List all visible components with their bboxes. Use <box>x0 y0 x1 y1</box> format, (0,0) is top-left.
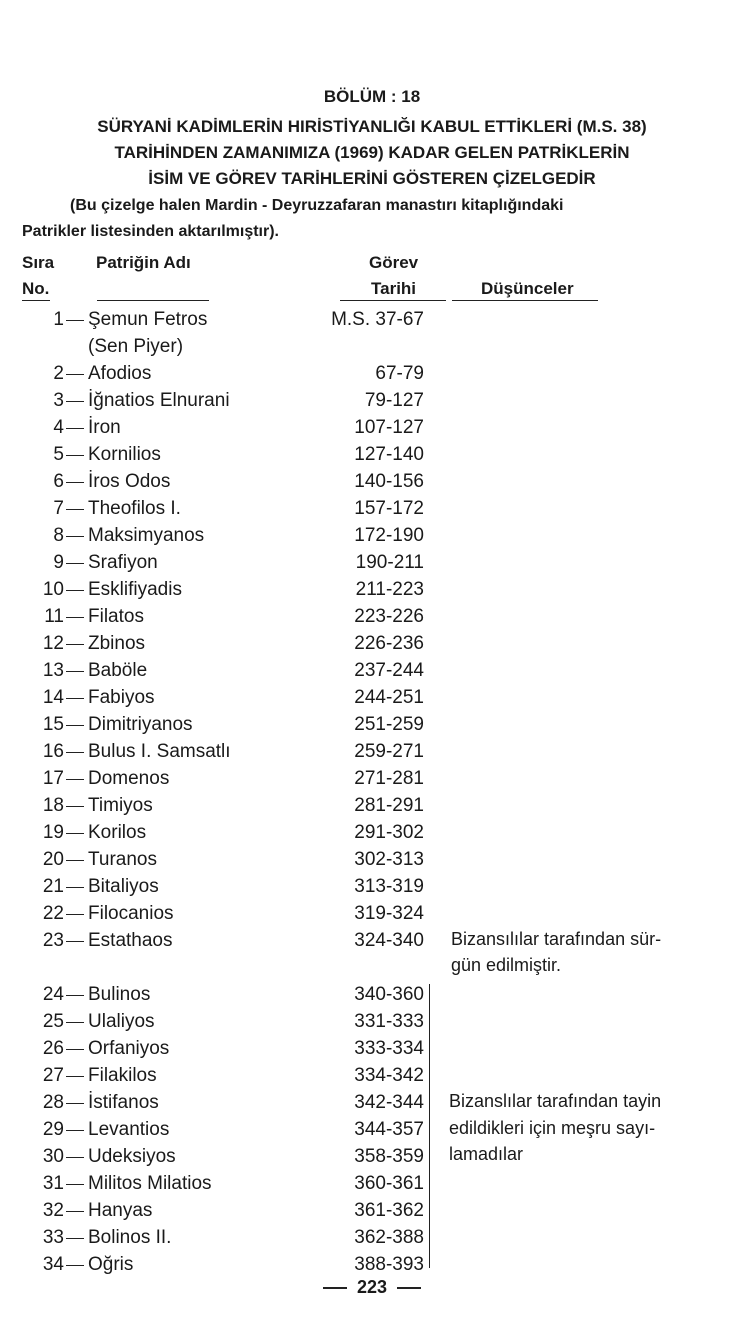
row-dash <box>66 941 84 942</box>
row-number: 20 <box>42 849 64 870</box>
patriarch-name: Orfaniyos <box>88 1038 170 1059</box>
table-row <box>0 498 744 525</box>
patriarch-name: Srafiyon <box>88 552 158 573</box>
row-dash <box>66 914 84 915</box>
patriarch-name: Zbinos <box>88 633 146 654</box>
row-dash <box>66 590 84 591</box>
duty-dates: 251-259 <box>354 714 424 735</box>
patriarch-name: Theofilos I. <box>88 498 181 519</box>
row-number: 27 <box>42 1065 64 1086</box>
patriarch-name: Kornilios <box>88 444 161 465</box>
duty-dates: 334-342 <box>354 1065 424 1086</box>
row-number: 13 <box>42 660 64 681</box>
row-number: 8 <box>53 525 64 546</box>
table-row <box>0 579 744 606</box>
patriarch-name: Baböle <box>88 660 148 681</box>
row-dash <box>66 995 84 996</box>
duty-dates: 140-156 <box>354 471 424 492</box>
patriarch-name: Esklifiyadis <box>88 579 182 600</box>
patriarch-name: Korilos <box>88 822 147 843</box>
patriarch-name: Hanyas <box>88 1200 153 1221</box>
row-number: 34 <box>42 1254 64 1275</box>
table-row <box>0 741 744 768</box>
row-number: 9 <box>53 552 64 573</box>
row-dash <box>66 752 84 753</box>
row-dash <box>66 1022 84 1023</box>
row-number: 6 <box>53 471 64 492</box>
table-row <box>0 822 744 849</box>
row-dash <box>66 374 84 375</box>
duty-dates: M.S. 37-67 <box>331 309 424 330</box>
patriarch-name: Filatos <box>88 606 144 627</box>
patriarch-name: Levantios <box>88 1119 170 1140</box>
duty-dates: 291-302 <box>354 822 424 843</box>
row-number: 33 <box>42 1227 64 1248</box>
patriarch-name: İros Odos <box>88 471 171 492</box>
row-number: 10 <box>42 579 64 600</box>
header-rule-no <box>22 300 50 301</box>
duty-dates: 244-251 <box>354 687 424 708</box>
duty-dates: 358-359 <box>354 1146 424 1167</box>
column-header-tarihi: Tarihi <box>371 279 417 298</box>
row-number: 1 <box>53 309 64 330</box>
row-number: 25 <box>42 1011 64 1032</box>
duty-dates: 331-333 <box>354 1011 424 1032</box>
row-dash <box>66 1130 84 1131</box>
duty-dates: 340-360 <box>354 984 424 1005</box>
row-number: 28 <box>42 1092 64 1113</box>
duty-dates: 271-281 <box>354 768 424 789</box>
table-row <box>0 795 744 822</box>
note-line-2: Patrikler listesinden aktarılmıştır). <box>22 223 279 240</box>
row-number: 12 <box>42 633 64 654</box>
patriarch-name: Bulus I. Samsatlı <box>88 741 231 762</box>
patriarch-name: Udeksiyos <box>88 1146 176 1167</box>
row-dash <box>66 563 84 564</box>
table-row <box>0 525 744 552</box>
table-row <box>0 849 744 876</box>
row-number: 17 <box>42 768 64 789</box>
row-number: 31 <box>42 1173 64 1194</box>
table-row <box>0 876 744 903</box>
title-line-1: SÜRYANİ KADİMLERİN HIRİSTİYANLIĞI KABUL ETTİKLERİ (M.S. 38) <box>97 117 647 136</box>
table-row <box>0 1173 744 1200</box>
row-dash <box>66 1076 84 1077</box>
row-dash <box>66 1049 84 1050</box>
duty-dates: 226-236 <box>354 633 424 654</box>
patriarch-name: Afodios <box>88 363 152 384</box>
row-number: 15 <box>42 714 64 735</box>
title-line-2: TARİHİNDEN ZAMANIMIZA (1969) KADAR GELEN PATRİKLERİN <box>114 143 630 162</box>
duty-dates: 362-388 <box>354 1227 424 1248</box>
table-row <box>0 444 744 471</box>
duty-dates: 190-211 <box>355 552 424 573</box>
patriarch-name: İron <box>88 417 121 438</box>
table-row <box>0 633 744 660</box>
table-row <box>0 552 744 579</box>
row-dash <box>66 806 84 807</box>
column-header-dusunceler: Düşünceler <box>481 279 574 298</box>
row-number: 32 <box>42 1200 64 1221</box>
patriarch-name: Timiyos <box>88 795 153 816</box>
row-number: 3 <box>53 390 64 411</box>
patriarch-name: İğnatios Elnurani <box>88 390 230 411</box>
table-row <box>0 390 744 417</box>
page-number-dash-right <box>397 1287 421 1289</box>
patriarch-name: Maksimyanos <box>88 525 205 546</box>
patriarch-name: Oğris <box>88 1254 134 1275</box>
patriarch-name: Bolinos II. <box>88 1227 172 1248</box>
duty-dates: 344-357 <box>354 1119 424 1140</box>
row-number: 21 <box>42 876 64 897</box>
table-row <box>0 714 744 741</box>
header-rule-date <box>340 300 446 301</box>
patriarch-name: Şemun Fetros <box>88 309 208 330</box>
patriarch-name: Turanos <box>88 849 157 870</box>
row-dash <box>66 1211 84 1212</box>
page-number-dash-left <box>323 1287 347 1289</box>
row-number: 16 <box>42 741 64 762</box>
table-row <box>0 309 744 336</box>
row-number: 26 <box>42 1038 64 1059</box>
patriarch-name: Filakilos <box>88 1065 157 1086</box>
table-row <box>0 984 744 1011</box>
duty-dates: 281-291 <box>354 795 424 816</box>
row-dash <box>66 320 84 321</box>
patriarch-name: Militos Milatios <box>88 1173 212 1194</box>
duty-dates: 313-319 <box>354 876 424 897</box>
row-dash <box>66 455 84 456</box>
duty-dates: 333-334 <box>354 1038 424 1059</box>
column-header-name: Patriğin Adı <box>96 253 191 272</box>
duty-dates: 388-393 <box>354 1254 424 1275</box>
remark-exile-line-1: Bizansılılar tarafından sür- <box>451 929 662 949</box>
patriarch-name: Filocanios <box>88 903 174 924</box>
row-dash <box>66 671 84 672</box>
column-header-no: No. <box>22 279 50 298</box>
row-number: 30 <box>42 1146 64 1167</box>
row-number: 18 <box>42 795 64 816</box>
remark-unrecognized-line-1: Bizanslılar tarafından tayin <box>449 1091 662 1111</box>
row-dash <box>66 617 84 618</box>
patriarch-name: İstifanos <box>88 1092 159 1113</box>
duty-dates: 79-127 <box>364 390 424 411</box>
remark-exile-line-2: gün edilmiştir. <box>451 955 562 975</box>
row-dash <box>66 644 84 645</box>
row-dash <box>66 428 84 429</box>
duty-dates: 172-190 <box>354 525 424 546</box>
row-number: 19 <box>42 822 64 843</box>
row-dash <box>66 698 84 699</box>
bracket-line <box>429 984 430 1268</box>
duty-dates: 302-313 <box>354 849 424 870</box>
table-row <box>0 1038 744 1065</box>
row-dash <box>66 1157 84 1158</box>
row-number: 5 <box>53 444 64 465</box>
table-row <box>0 957 744 984</box>
duty-dates: 324-340 <box>354 930 424 951</box>
table-row <box>0 1011 744 1038</box>
row-dash <box>66 887 84 888</box>
title-line-3: İSİM VE GÖREV TARİHLERİNİ GÖSTEREN ÇİZELGEDİR <box>148 169 596 188</box>
duty-dates: 319-324 <box>354 903 424 924</box>
row-number: 24 <box>42 984 64 1005</box>
header-rule-name <box>97 300 209 301</box>
row-dash <box>66 1265 84 1266</box>
row-dash <box>66 536 84 537</box>
patriarch-name: Estathaos <box>88 930 173 951</box>
duty-dates: 342-344 <box>354 1092 424 1113</box>
table-row <box>0 606 744 633</box>
patriarch-name: Ulaliyos <box>88 1011 155 1032</box>
duty-dates: 360-361 <box>354 1173 424 1194</box>
remark-unrecognized-line-2: edildikleri için meşru sayı- <box>449 1118 656 1138</box>
table-row <box>0 363 744 390</box>
column-header-sira: Sıra <box>22 253 55 272</box>
patriarch-name: Domenos <box>88 768 170 789</box>
duty-dates: 127-140 <box>354 444 424 465</box>
row-number: 11 <box>44 606 64 627</box>
patriarch-name: Fabiyos <box>88 687 155 708</box>
remark-unrecognized-line-3: lamadılar <box>449 1144 524 1164</box>
row-dash <box>66 401 84 402</box>
table-row <box>0 1146 744 1173</box>
patriarch-name: Bitaliyos <box>88 876 159 897</box>
row-dash <box>66 833 84 834</box>
row-dash <box>66 779 84 780</box>
duty-dates: 157-172 <box>354 498 424 519</box>
row-number: 2 <box>53 363 64 384</box>
table-row <box>0 660 744 687</box>
row-dash <box>66 860 84 861</box>
row-number: 7 <box>53 498 64 519</box>
row-dash <box>66 725 84 726</box>
row-dash <box>66 482 84 483</box>
row-dash <box>66 1184 84 1185</box>
table-row <box>0 417 744 444</box>
row-number: 22 <box>42 903 64 924</box>
table-row <box>0 1227 744 1254</box>
column-header-gorev: Görev <box>369 253 419 272</box>
duty-dates: 107-127 <box>354 417 424 438</box>
duty-dates: 211-223 <box>355 579 424 600</box>
table-row <box>0 336 744 363</box>
row-number: 23 <box>42 930 64 951</box>
row-dash <box>66 1103 84 1104</box>
page-number-value: 223 <box>356 1277 388 1297</box>
row-dash <box>66 1238 84 1239</box>
row-number: 4 <box>53 417 64 438</box>
note-line-1: (Bu çizelge halen Mardin - Deyruzzafaran manastırı kitaplığındaki <box>70 197 564 214</box>
page-number <box>0 1277 744 1298</box>
table-row <box>0 1200 744 1227</box>
patriarch-name: Bulinos <box>88 984 151 1005</box>
chapter-title: BÖLÜM : 18 <box>323 87 421 106</box>
duty-dates: 237-244 <box>354 660 424 681</box>
row-dash <box>66 509 84 510</box>
table-row <box>0 471 744 498</box>
patriarch-name: (Sen Piyer) <box>88 336 184 357</box>
duty-dates: 361-362 <box>354 1200 424 1221</box>
row-number: 14 <box>42 687 64 708</box>
header-rule-remarks <box>452 300 598 301</box>
duty-dates: 259-271 <box>354 741 424 762</box>
duty-dates: 223-226 <box>354 606 424 627</box>
patriarch-name: Dimitriyanos <box>88 714 193 735</box>
row-number: 29 <box>42 1119 64 1140</box>
table-row <box>0 687 744 714</box>
duty-dates: 67-79 <box>375 363 424 384</box>
table-row <box>0 768 744 795</box>
